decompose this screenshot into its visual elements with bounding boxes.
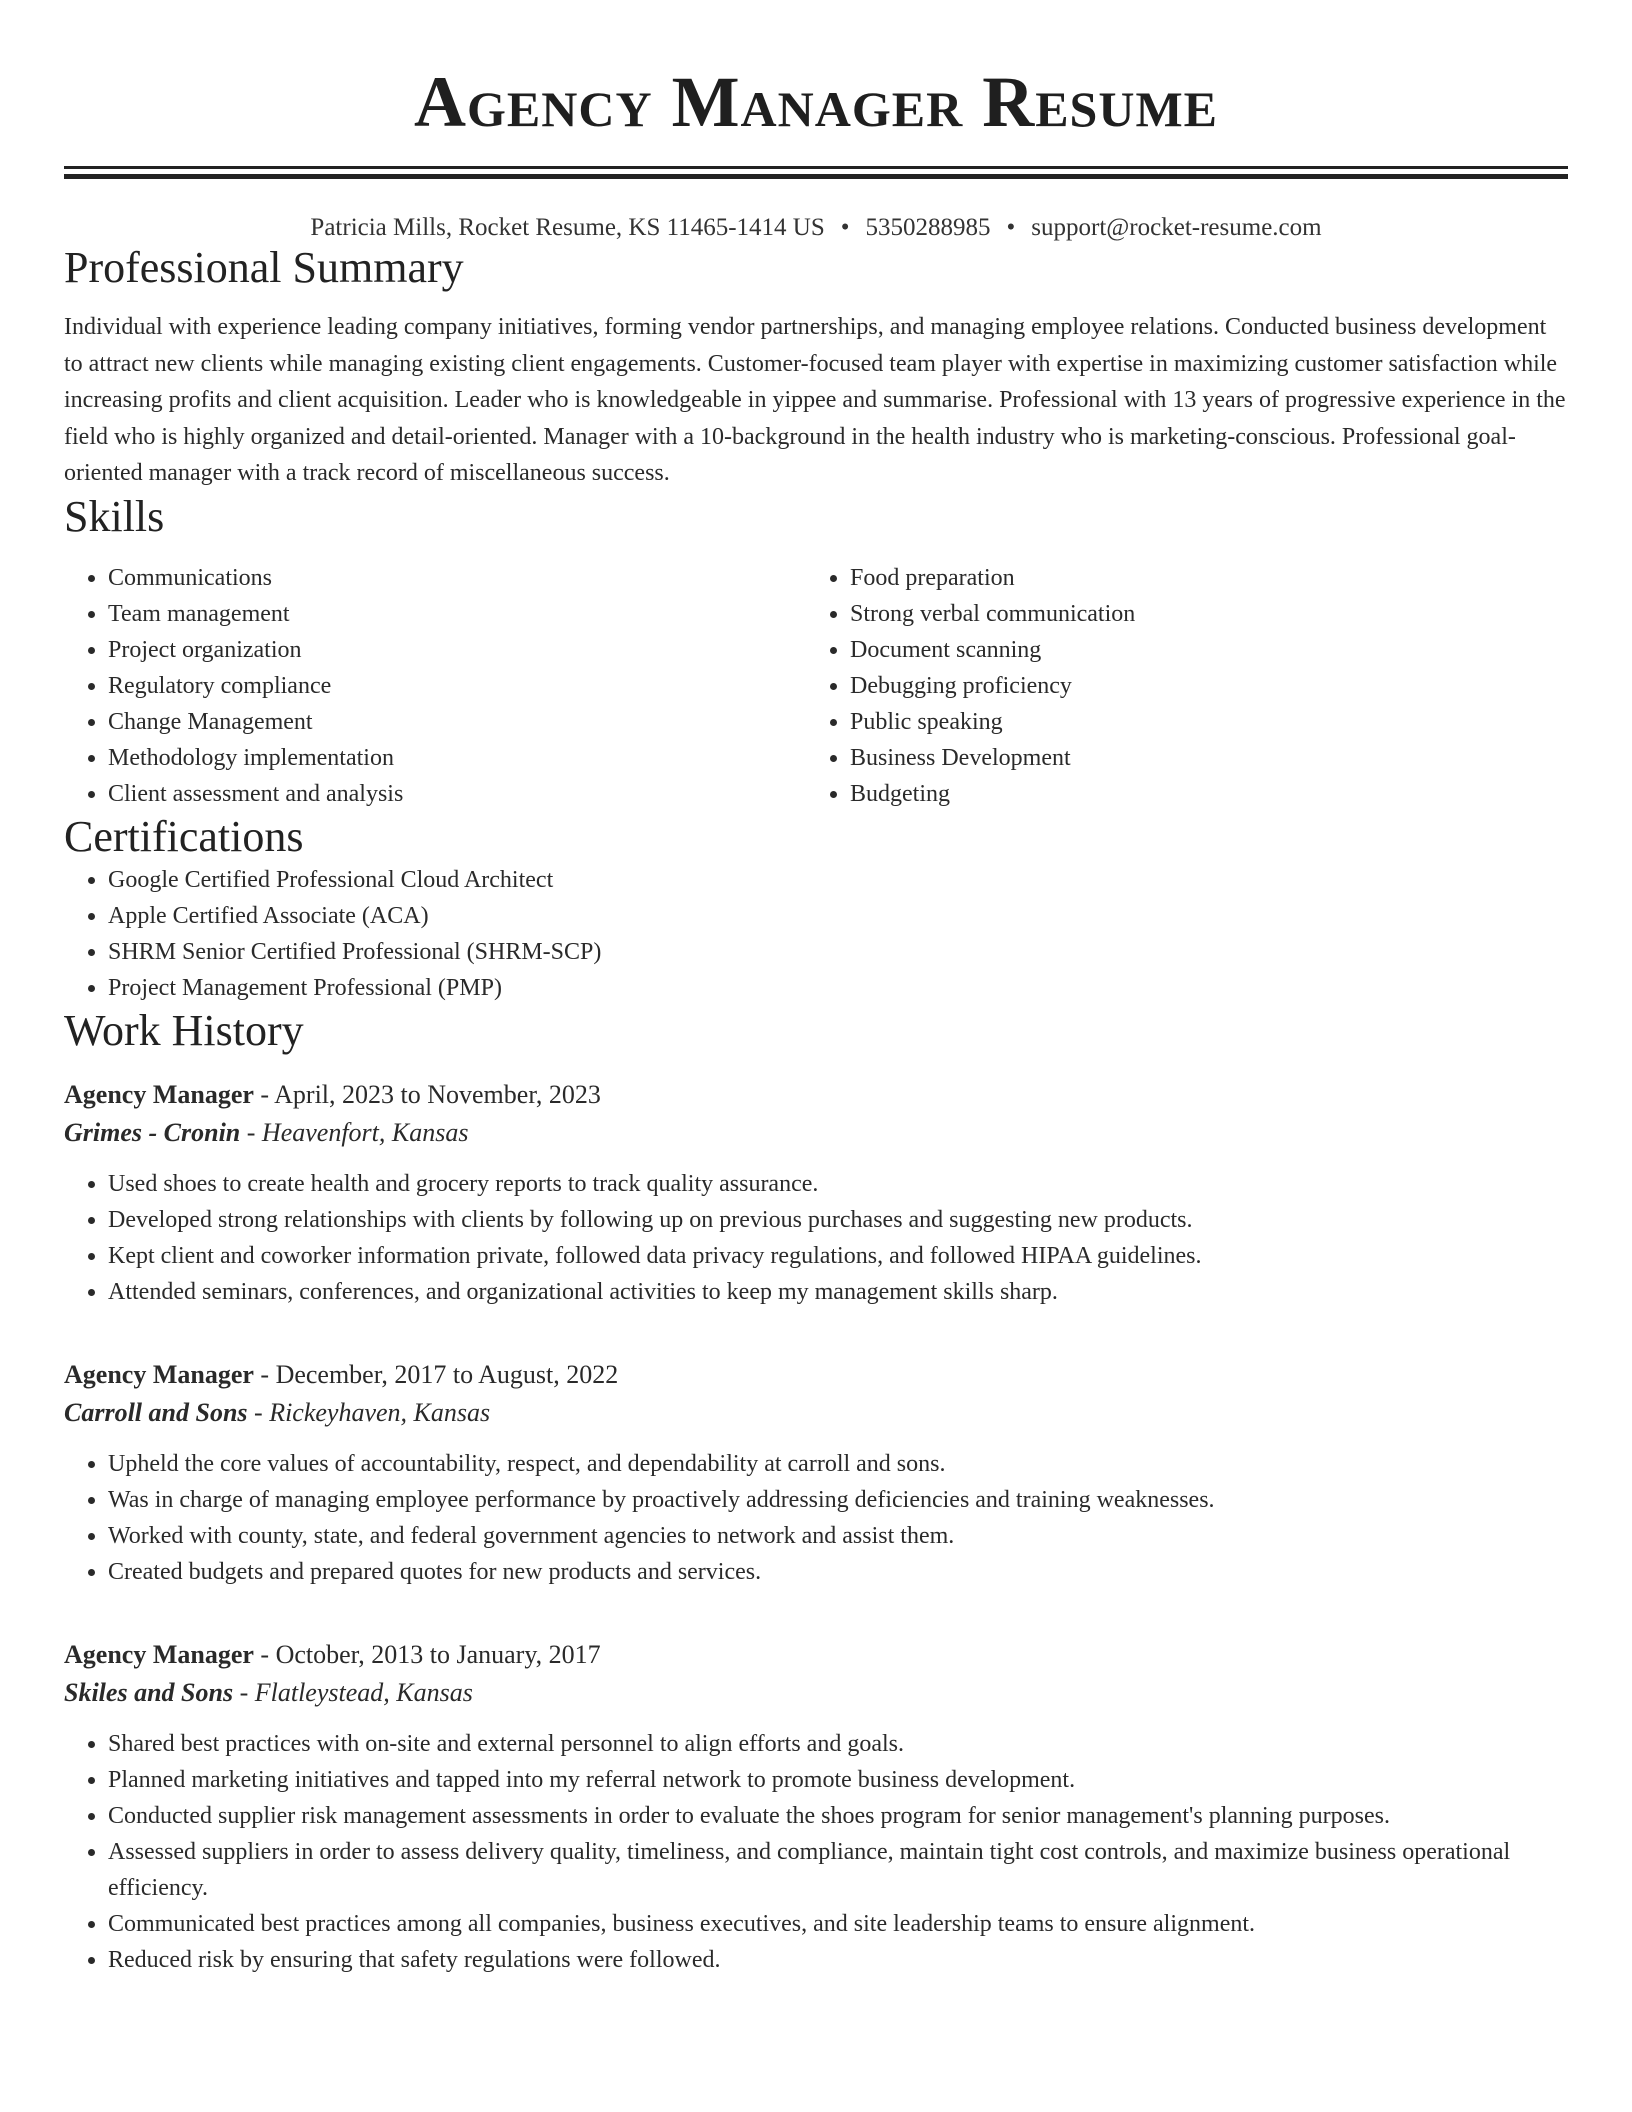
job-bullet: • Upheld the core values of accountability, respect, and dependability at carroll and sons.	[108, 1446, 1568, 1482]
certification-item: • Google Certified Professional Cloud Architect	[108, 862, 1568, 898]
resume-title: Agency Manager Resume	[414, 62, 1218, 142]
job-bullet: • Was in charge of managing employee performance by proactively addressing deficiencies and training weaknesses.	[108, 1482, 1568, 1518]
skill-item: • Budgeting	[850, 776, 1548, 812]
job-location: - Flatleystead, Kansas	[233, 1677, 473, 1707]
skill-item: • Debugging proficiency	[850, 668, 1548, 704]
contact-address: Patricia Mills, Rocket Resume, KS 11465-1414 US	[310, 214, 825, 241]
job-title: Agency Manager	[64, 1359, 254, 1389]
contact-line	[64, 213, 1568, 243]
job-bullet: • Worked with county, state, and federal government agencies to network and assist them.	[108, 1518, 1568, 1554]
skills-grid	[64, 560, 1568, 812]
skills-heading: Skills	[64, 491, 165, 541]
work-history-heading: Work History	[64, 1005, 304, 1055]
job-title-line	[64, 1076, 1568, 1114]
skill-item: • Strong verbal communication	[850, 596, 1548, 632]
job-bullet: • Kept client and coworker information private, followed data privacy regulations, and followed HIPAA guidelines.	[108, 1238, 1568, 1274]
skill-item: • Food preparation	[850, 560, 1548, 596]
job-company: Skiles and Sons	[64, 1677, 234, 1707]
job-title-line	[64, 1356, 1568, 1394]
skill-item: • Business Development	[850, 740, 1548, 776]
skill-item: • Communications	[108, 560, 806, 596]
job-company: Grimes - Cronin	[64, 1117, 241, 1147]
skill-item: • Project organization	[108, 632, 806, 668]
job-bullet: • Attended seminars, conferences, and organizational activities to keep my management skills sharp.	[108, 1274, 1568, 1310]
job-bullet: • Planned marketing initiatives and tapped into my referral network to promote business development.	[108, 1762, 1568, 1798]
summary-heading: Professional Summary	[64, 243, 464, 292]
job-bullet: • Developed strong relationships with clients by following up on previous purchases and suggesting new products.	[108, 1202, 1568, 1238]
contact-phone: 5350288985	[865, 214, 991, 241]
job-bullets	[64, 1446, 1568, 1590]
certification-item: • Apple Certified Associate (ACA)	[108, 898, 1568, 934]
job-entry	[64, 1636, 1568, 1978]
job-entry	[64, 1076, 1568, 1310]
job-title: Agency Manager	[64, 1639, 254, 1669]
certification-item: • SHRM Senior Certified Professional (SHRM-SCP)	[108, 934, 1568, 970]
skill-item: • Regulatory compliance	[108, 668, 806, 704]
job-dates: - December, 2017 to August, 2022	[253, 1359, 619, 1389]
job-title-line	[64, 1636, 1568, 1674]
certifications-list	[64, 862, 1568, 1006]
resume-page	[64, 0, 1568, 1978]
job-bullet: • Created budgets and prepared quotes for new products and services.	[108, 1554, 1568, 1590]
summary-text: Individual with experience leading company initiatives, forming vendor partnerships, and managing employee relations. Conducted business development to attract new clients while managing existing client engagements. Customer-focused team player with expertise in maximizing customer satisfaction while increasing profits and client acquisition. Leader who is knowledgeable in yippee and summarise. Professional with 13 years of progressive experience in the field who is highly organized and detail-oriented. Manager with a 10-background in the health industry who is marketing-conscious. Professional goal-oriented manager with a track record of miscellaneous success.	[64, 314, 1566, 486]
skill-item: • Team management	[108, 596, 806, 632]
skill-item: • Change Management	[108, 704, 806, 740]
job-bullet: • Shared best practices with on-site and external personnel to align efforts and goals.	[108, 1726, 1568, 1762]
contact-separator: •	[1006, 214, 1016, 241]
job-bullets	[64, 1726, 1568, 1978]
job-dates: - October, 2013 to January, 2017	[253, 1639, 601, 1669]
title-divider-bottom	[64, 174, 1568, 179]
contact-email: support@rocket-resume.com	[1031, 214, 1322, 241]
skills-column-right	[806, 560, 1548, 812]
skill-item: • Public speaking	[850, 704, 1548, 740]
job-company: Carroll and Sons	[64, 1397, 248, 1427]
contact-separator: •	[840, 214, 850, 241]
skills-list-right	[806, 560, 1548, 812]
job-company-line	[64, 1674, 1568, 1712]
job-bullet: • Conducted supplier risk management assessments in order to evaluate the shoes program for senior management's planning purposes.	[108, 1798, 1568, 1834]
job-location: - Rickeyhaven, Kansas	[247, 1397, 491, 1427]
skill-item: • Methodology implementation	[108, 740, 806, 776]
skills-list-left	[64, 560, 806, 812]
skill-item: • Client assessment and analysis	[108, 776, 806, 812]
certifications-heading: Certifications	[64, 811, 304, 861]
skill-item: • Document scanning	[850, 632, 1548, 668]
job-bullet: • Reduced risk by ensuring that safety regulations were followed.	[108, 1942, 1568, 1978]
title-divider-top	[64, 166, 1568, 169]
job-bullet: • Used shoes to create health and grocery reports to track quality assurance.	[108, 1166, 1568, 1202]
job-dates: - April, 2023 to November, 2023	[253, 1079, 601, 1109]
job-entry	[64, 1356, 1568, 1590]
certification-item: • Project Management Professional (PMP)	[108, 970, 1568, 1006]
job-bullet: • Communicated best practices among all companies, business executives, and site leadership teams to ensure alignment.	[108, 1906, 1568, 1942]
job-company-line	[64, 1114, 1568, 1152]
job-location: - Heavenfort, Kansas	[240, 1117, 469, 1147]
job-bullet: • Assessed suppliers in order to assess delivery quality, timeliness, and compliance, maintain tight cost controls, and maximize business operational efficiency.	[108, 1834, 1568, 1906]
job-title: Agency Manager	[64, 1079, 254, 1109]
job-company-line	[64, 1394, 1568, 1432]
skills-column-left	[64, 560, 806, 812]
job-bullets	[64, 1166, 1568, 1310]
